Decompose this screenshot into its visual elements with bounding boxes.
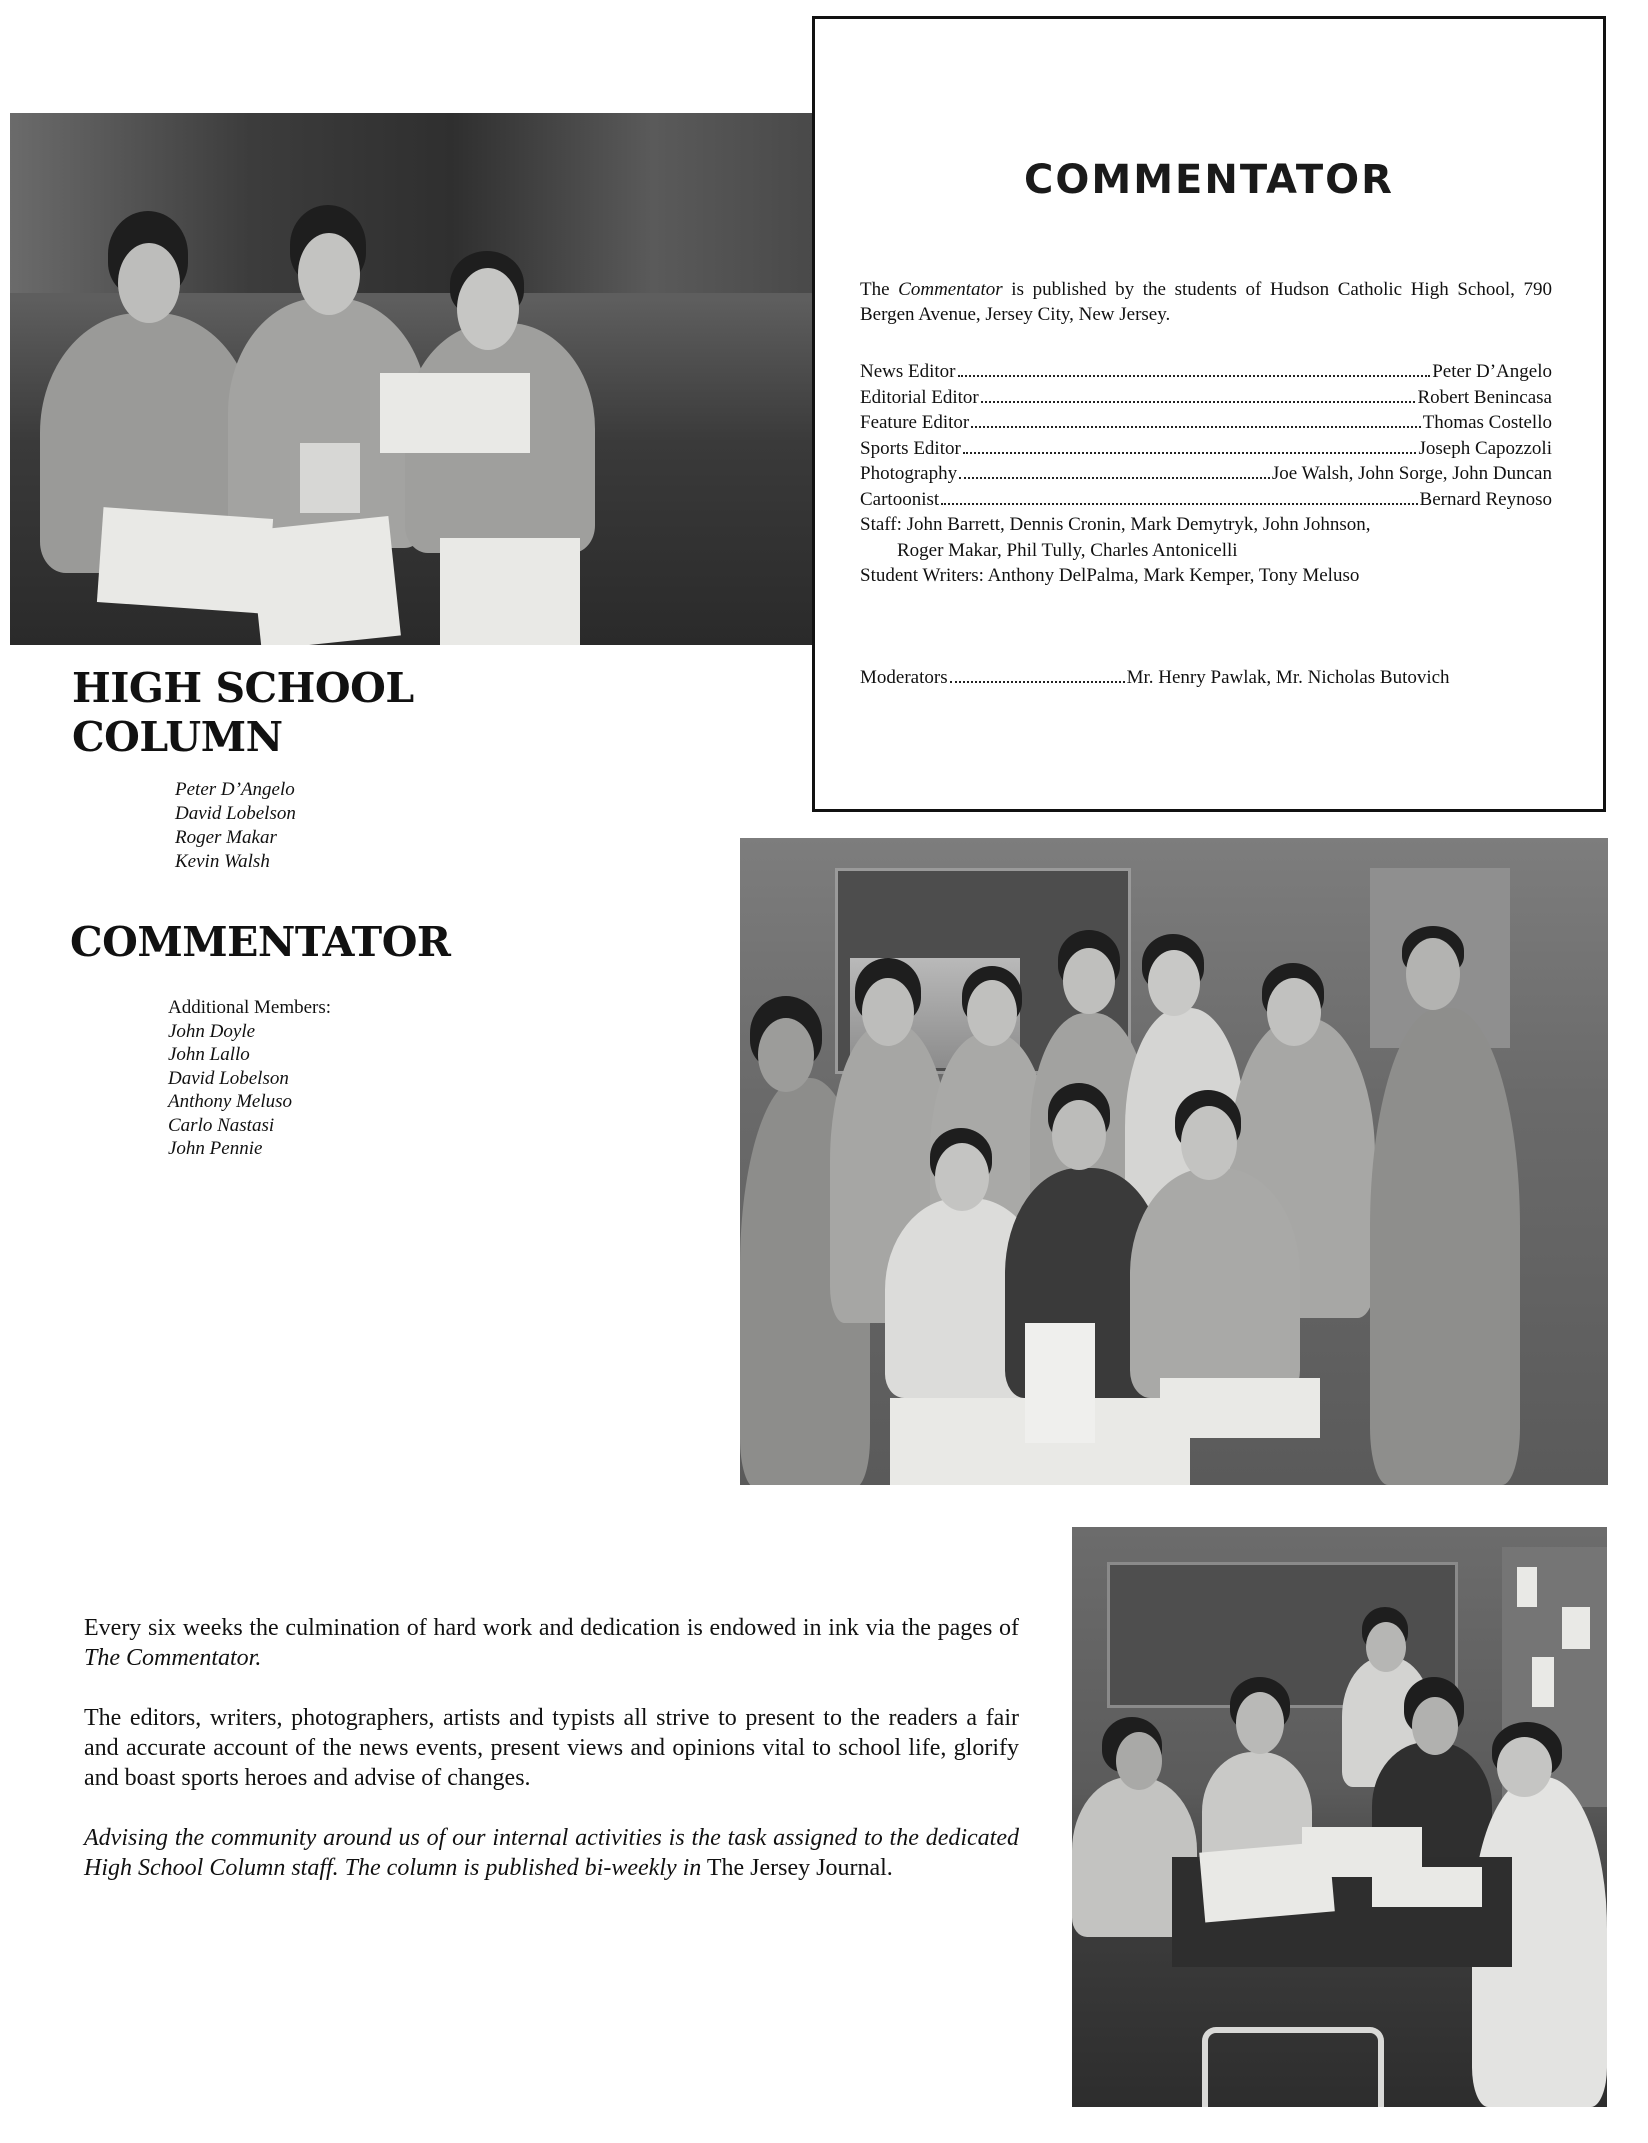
moderators-names: Mr. Henry Pawlak, Mr. Nicholas Butovich [1126,667,1450,688]
roster-names: Bernard Reynoso [1419,488,1552,510]
member-name: Carlo Nastasi [168,1114,275,1136]
dot-leader [981,401,1416,403]
moderators-role: Moderators [860,667,948,688]
article-body [84,1613,1019,1913]
roster-role: Photography [860,463,958,484]
roster-names: Joseph Capozzoli [1418,437,1552,459]
dot-leader [959,477,1270,479]
moderators-row [860,667,1552,689]
heading-line-1: HIGH SCHOOL [72,664,414,712]
roster-names: Peter D’Angelo [1432,361,1552,382]
paragraph-3 [84,1823,1019,1883]
high-school-column-members [175,778,296,874]
member-name: David Lobelson [175,803,296,824]
roster-role: Editorial Editor [860,386,979,408]
member-name: David Lobelson [168,1067,289,1089]
member-name: John Pennie [168,1138,263,1159]
roster-row [860,487,1552,513]
intro-text-rest: is published by the students of Hudson Catholic High School, 790 Bergen Avenue, Jersey City, New Jersey. [860,279,1552,325]
p3-text-rest: The Jersey Journal. [701,1855,893,1881]
member-name: Kevin Walsh [175,851,270,872]
staff-roster [860,359,1552,589]
member-name: Anthony Meluso [168,1091,293,1112]
photo-staff-group [740,838,1608,1485]
member-name: John Doyle [168,1020,256,1042]
roster-role: Feature Editor [860,412,970,433]
dot-leader [963,452,1417,454]
member-name: Roger Makar [175,827,277,848]
commentator-heading: COMMENTATOR [70,918,451,966]
heading-line-2: COLUMN [72,713,283,761]
roster-row [860,461,1552,487]
staff-line-2: Roger Makar, Phil Tully, Charles Antonicelli [897,539,1238,561]
dot-leader [941,503,1417,505]
dot-leader [958,375,1431,377]
staff-list [860,512,1552,563]
roster-names: Robert Benincasa [1417,386,1552,408]
dot-leader [971,426,1420,428]
intro-italic-title: Commentator [898,279,1003,300]
roster-role: Cartoonist [860,488,940,510]
roster-names: Thomas Costello [1422,412,1552,433]
p3-italic-text: Advising the community around us of our internal activities is the task assigned to the dedicated High School Column staff. The column is published bi-weekly in [84,1825,1019,1881]
roster-row [860,436,1552,462]
roster-row [860,410,1552,436]
dot-leader [950,681,1125,683]
roster-role: Sports Editor [860,437,961,459]
paragraph-2: The editors, writers, photographers, artists and typists all strive to present to the readers a fair and accurate account of the news events, present views and opinions vital to school life, glorify and boast sports heroes and advise of changes. [84,1705,1019,1791]
roster-row [860,385,1552,411]
masthead-title: COMMENTATOR [1024,157,1394,203]
student-writers: Student Writers: Anthony DelPalma, Mark Kemper, Tony Meluso [860,565,1360,586]
paragraph-1 [84,1613,1019,1673]
high-school-column-heading [72,664,414,762]
roster-role: News Editor [860,361,956,382]
roster-row [860,359,1552,385]
staff-line-1: Staff: John Barrett, Dennis Cronin, Mark Demytryk, John Johnson, [860,514,1371,535]
p1-italic-title: The Commentator. [84,1645,262,1671]
photo-three-students [10,113,813,645]
masthead-intro [860,277,1552,327]
p1-text: Every six weeks the culmination of hard work and dedication is endowed in ink via the pages of [84,1615,1019,1641]
member-name: John Lallo [168,1044,250,1065]
intro-text: The [860,279,899,300]
masthead-box [812,16,1606,812]
photo-staff-meeting [1072,1527,1607,2107]
commentator-members [168,996,331,1161]
roster-names: Joe Walsh, John Sorge, John Duncan [1271,463,1552,484]
members-label: Additional Members: [168,997,332,1018]
member-name: Peter D’Angelo [175,779,295,800]
